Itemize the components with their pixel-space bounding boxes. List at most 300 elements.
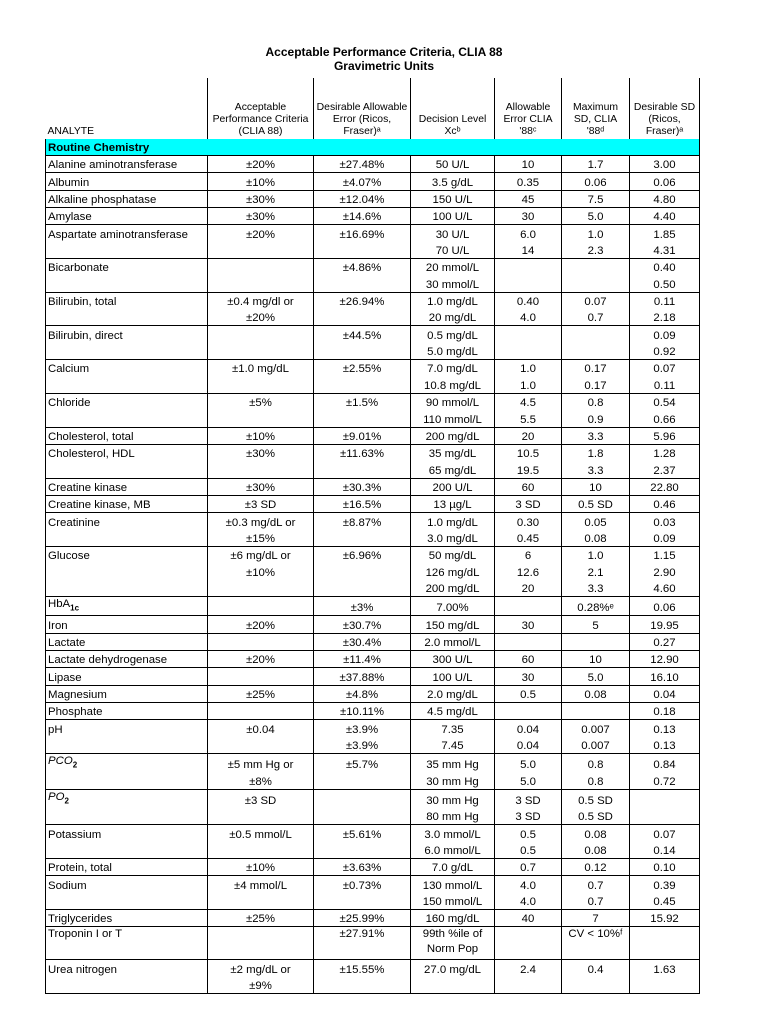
table-row [46,444,700,461]
allow-cell [495,927,562,960]
criteria-cell [208,242,314,259]
error-cell: ±26.94% [314,292,411,309]
error-cell [314,242,411,259]
dsd-cell: 19.95 [630,616,700,633]
allow-cell: 0.5 [495,842,562,859]
level-cell: 300 U/L [411,650,495,667]
level-cell: 7.00% [411,596,495,615]
allow-cell: 4.0 [495,893,562,910]
criteria-cell: ±25% [208,685,314,702]
criteria-cell [208,702,314,719]
allow-cell: 4.0 [495,876,562,893]
error-cell [314,580,411,597]
maxsd-cell: 0.7 [562,893,630,910]
table-row [46,225,700,242]
level-cell: 65 mg/dL [411,461,495,478]
level-cell: 2.0 mmol/L [411,633,495,650]
error-cell: ±16.69% [314,225,411,242]
maxsd-cell: 3.3 [562,427,630,444]
criteria-cell: ±10% [208,427,314,444]
analyte-cell [46,893,208,910]
analyte-cell: Calcium [46,360,208,377]
dsd-cell: 0.40 [630,259,700,276]
header-allowable-error: Allowable Error CLIA '88ᶜ [495,78,562,139]
level-cell: 7.45 [411,737,495,754]
analyte-cell [46,242,208,259]
table-row [46,633,700,650]
allow-cell: 5.5 [495,410,562,427]
analyte-cell: Chloride [46,393,208,410]
allow-cell [495,633,562,650]
section-routine-chemistry: Routine Chemistry [46,139,700,156]
table-row [46,563,700,579]
level-cell: 13 µg/L [411,495,495,512]
allow-cell: 3 SD [495,495,562,512]
criteria-cell: ±30% [208,208,314,225]
maxsd-cell: 10 [562,650,630,667]
dsd-cell [630,927,700,960]
maxsd-cell: 7 [562,909,630,926]
criteria-cell: ±20% [208,616,314,633]
maxsd-cell: 0.5 SD [562,495,630,512]
header-decision-level: Decision Level Xcᵇ [411,78,495,139]
analyte-cell: Lactate [46,633,208,650]
criteria-cell [208,326,314,343]
dsd-cell: 0.09 [630,530,700,547]
level-cell: 30 mm Hg [411,772,495,789]
allow-cell: 4.5 [495,393,562,410]
error-cell: ±4.8% [314,685,411,702]
dsd-cell: 0.66 [630,410,700,427]
level-cell: 30 U/L [411,225,495,242]
maxsd-cell: 5.0 [562,208,630,225]
analyte-subscript: 2 [64,795,69,805]
allow-cell: 3 SD [495,808,562,825]
error-cell: ±16.5% [314,495,411,512]
allow-cell: 3 SD [495,789,562,808]
allow-cell: 2.4 [495,960,562,977]
dsd-cell: 1.15 [630,546,700,563]
analyte-cell: Alanine aminotransferase [46,156,208,173]
table-row [46,580,700,597]
header-analyte: ANALYTE [47,126,95,137]
level-cell: 20 mg/dL [411,309,495,326]
table-row [46,909,700,926]
level-cell: 150 mg/dL [411,616,495,633]
criteria-cell [208,737,314,754]
analyte-cell [46,596,208,615]
level-cell: 50 U/L [411,156,495,173]
dsd-cell: 0.84 [630,753,700,772]
maxsd-cell [562,343,630,360]
analyte-cell: Creatine kinase, MB [46,495,208,512]
level-cell: 6.0 mmol/L [411,842,495,859]
dsd-cell: 0.27 [630,633,700,650]
error-cell [314,343,411,360]
maxsd-cell: 0.8 [562,393,630,410]
allow-cell: 14 [495,242,562,259]
maxsd-cell: 0.05 [562,513,630,530]
maxsd-cell: 1.7 [562,156,630,173]
level-cell: 110 mmol/L [411,410,495,427]
analyte-cell: Triglycerides [46,909,208,926]
table-row [46,960,700,977]
level-cell: 1.0 mg/dL [411,513,495,530]
analyte-cell [46,461,208,478]
criteria-cell [208,893,314,910]
analyte-cell: Aspartate aminotransferase [46,225,208,242]
table-row [46,546,700,563]
maxsd-cell: 0.8 [562,753,630,772]
dsd-cell: 16.10 [630,668,700,685]
level-cell: 3.0 mmol/L [411,825,495,842]
maxsd-cell: 0.12 [562,858,630,875]
table-row [46,156,700,173]
table-row [46,410,700,427]
error-cell: ±3.9% [314,737,411,754]
level-cell: 99th %ile of Norm Pop [411,927,495,960]
error-cell: ±44.5% [314,326,411,343]
level-cell: 200 U/L [411,478,495,495]
error-cell: ±10.11% [314,702,411,719]
allow-cell: 0.04 [495,737,562,754]
table-row [46,668,700,685]
allow-cell: 30 [495,668,562,685]
table-row [46,478,700,495]
header-desirable-error: Desirable Allowable Error (Ricos, Fraser)ᵃ [314,78,411,139]
criteria-cell: ±9% [208,977,314,994]
dsd-cell [630,808,700,825]
criteria-cell [208,668,314,685]
allow-cell: 30 [495,208,562,225]
analyte-name: HbA [48,597,71,610]
level-cell: 20 mmol/L [411,259,495,276]
allow-cell [495,702,562,719]
table-row [46,720,700,737]
dsd-cell: 2.18 [630,309,700,326]
analyte-subscript: 2 [72,760,78,770]
criteria-cell: ±15% [208,530,314,547]
table-row [46,702,700,719]
maxsd-cell: 0.5 SD [562,808,630,825]
level-cell: 4.5 mg/dL [411,702,495,719]
allow-cell: 6.0 [495,225,562,242]
level-cell: 30 mm Hg [411,789,495,808]
level-cell: 160 mg/dL [411,909,495,926]
maxsd-cell: 0.8 [562,772,630,789]
allow-cell: 19.5 [495,461,562,478]
maxsd-cell: 0.08 [562,685,630,702]
criteria-cell: ±3 SD [208,789,314,808]
analyte-cell [46,563,208,579]
table-row [46,808,700,825]
error-cell [314,808,411,825]
error-cell: ±1.5% [314,393,411,410]
dsd-cell: 22.80 [630,478,700,495]
dsd-cell: 12.90 [630,650,700,667]
dsd-cell: 1.85 [630,225,700,242]
error-cell: ±3.9% [314,720,411,737]
error-cell [314,275,411,292]
dsd-cell: 0.11 [630,292,700,309]
maxsd-cell [562,633,630,650]
table-row [46,789,700,808]
maxsd-cell: 5 [562,616,630,633]
analyte-cell [46,789,208,808]
criteria-cell [208,580,314,597]
allow-cell: 0.04 [495,720,562,737]
table-row [46,360,700,377]
analyte-cell: Bilirubin, direct [46,326,208,343]
criteria-cell: ±1.0 mg/dL [208,360,314,377]
maxsd-cell: 0.4 [562,960,630,977]
dsd-cell [630,977,700,994]
allow-cell: 20 [495,580,562,597]
table-row [46,309,700,326]
maxsd-cell: 1.0 [562,225,630,242]
analyte-cell: Amylase [46,208,208,225]
allow-cell [495,275,562,292]
allow-cell: 12.6 [495,563,562,579]
table-row [46,927,700,960]
error-cell: ±3.63% [314,858,411,875]
analyte-cell: Potassium [46,825,208,842]
dsd-cell: 0.03 [630,513,700,530]
error-cell: ±12.04% [314,190,411,207]
error-cell: ±27.48% [314,156,411,173]
analyte-cell [46,772,208,789]
maxsd-cell: 0.17 [562,360,630,377]
dsd-cell: 0.18 [630,702,700,719]
criteria-cell: ±0.04 [208,720,314,737]
criteria-cell: ±5 mm Hg or [208,753,314,772]
allow-cell: 60 [495,478,562,495]
criteria-cell: ±0.5 mmol/L [208,825,314,842]
dsd-cell: 0.07 [630,825,700,842]
allow-cell: 60 [495,650,562,667]
table-row [46,858,700,875]
dsd-cell: 0.13 [630,720,700,737]
analyte-name: PO [48,790,65,803]
table-row [46,772,700,789]
allow-cell: 10.5 [495,444,562,461]
error-cell: ±30.7% [314,616,411,633]
criteria-cell: ±30% [208,190,314,207]
error-cell: ±27.91% [314,927,411,960]
level-cell: 150 U/L [411,190,495,207]
error-cell: ±37.88% [314,668,411,685]
error-cell [314,563,411,579]
level-cell: 90 mmol/L [411,393,495,410]
level-cell: 7.0 g/dL [411,858,495,875]
criteria-cell [208,343,314,360]
maxsd-cell: 0.9 [562,410,630,427]
level-cell: 7.35 [411,720,495,737]
analyte-cell: Creatinine [46,513,208,530]
maxsd-cell [562,259,630,276]
maxsd-cell [562,977,630,994]
allow-cell [495,343,562,360]
error-cell: ±0.73% [314,876,411,893]
dsd-cell: 3.00 [630,156,700,173]
criteria-cell: ±20% [208,156,314,173]
level-cell: 7.0 mg/dL [411,360,495,377]
dsd-cell: 0.45 [630,893,700,910]
maxsd-cell: 0.7 [562,876,630,893]
criteria-cell: ±20% [208,309,314,326]
dsd-cell: 0.46 [630,495,700,512]
table-row [46,208,700,225]
dsd-cell: 0.04 [630,685,700,702]
error-cell [314,410,411,427]
maxsd-cell: 1.0 [562,546,630,563]
level-cell: 3.5 g/dL [411,173,495,190]
criteria-cell: ±20% [208,225,314,242]
criteria-cell: ±30% [208,478,314,495]
criteria-cell: ±10% [208,173,314,190]
analyte-cell [46,530,208,547]
level-cell: 200 mg/dL [411,580,495,597]
maxsd-cell: 0.06 [562,173,630,190]
error-cell: ±3% [314,596,411,615]
criteria-cell: ±0.4 mg/dl or [208,292,314,309]
dsd-cell: 0.14 [630,842,700,859]
dsd-cell: 0.09 [630,326,700,343]
allow-cell [495,259,562,276]
criteria-cell: ±4 mmol/L [208,876,314,893]
level-cell: 150 mmol/L [411,893,495,910]
table-row [46,190,700,207]
allow-cell: 0.5 [495,825,562,842]
table-row [46,753,700,772]
level-cell: 3.0 mg/dL [411,530,495,547]
dsd-cell: 0.06 [630,596,700,615]
level-cell: 126 mg/dL [411,563,495,579]
analyte-cell [46,410,208,427]
error-cell: ±5.7% [314,753,411,772]
maxsd-cell: 7.5 [562,190,630,207]
analyte-cell: Iron [46,616,208,633]
analyte-cell: Troponin I or T [46,927,208,960]
error-cell [314,376,411,393]
level-cell: 10.8 mg/dL [411,376,495,393]
analyte-cell [46,753,208,772]
analyte-cell: Glucose [46,546,208,563]
criteria-cell: ±6 mg/dL or [208,546,314,563]
maxsd-cell: 0.5 SD [562,789,630,808]
analyte-cell [46,309,208,326]
criteria-cell: ±30% [208,444,314,461]
analyte-cell: Magnesium [46,685,208,702]
error-cell: ±4.07% [314,173,411,190]
maxsd-cell: 3.3 [562,580,630,597]
table-row [46,737,700,754]
level-cell: 30 mmol/L [411,275,495,292]
error-cell [314,309,411,326]
dsd-cell: 0.50 [630,275,700,292]
error-cell [314,789,411,808]
maxsd-cell [562,275,630,292]
level-cell: 100 U/L [411,208,495,225]
criteria-cell: ±5% [208,393,314,410]
level-cell: 35 mm Hg [411,753,495,772]
analyte-cell: Cholesterol, HDL [46,444,208,461]
error-cell [314,977,411,994]
criteria-cell: ±2 mg/dL or [208,960,314,977]
maxsd-cell: 0.28%ᵉ [562,596,630,615]
dsd-cell: 0.11 [630,376,700,393]
dsd-cell: 1.28 [630,444,700,461]
table-row [46,596,700,615]
table-row [46,427,700,444]
analyte-cell [46,275,208,292]
dsd-cell: 4.80 [630,190,700,207]
criteria-cell [208,842,314,859]
maxsd-cell: 0.08 [562,842,630,859]
analyte-cell [46,580,208,597]
allow-cell: 1.0 [495,360,562,377]
analyte-cell: Alkaline phosphatase [46,190,208,207]
level-cell: 2.0 mg/dL [411,685,495,702]
level-cell: 100 U/L [411,668,495,685]
table-row [46,343,700,360]
criteria-cell [208,633,314,650]
table-row [46,259,700,276]
dsd-cell [630,789,700,808]
criteria-cell [208,275,314,292]
table-row [46,461,700,478]
analyte-cell [46,808,208,825]
maxsd-cell: 1.8 [562,444,630,461]
analyte-cell: pH [46,720,208,737]
allow-cell: 0.7 [495,858,562,875]
level-cell: 35 mg/dL [411,444,495,461]
criteria-cell [208,596,314,615]
analyte-cell: Lactate dehydrogenase [46,650,208,667]
header-desirable-sd: Desirable SD (Ricos, Fraser)ᵃ [630,78,700,139]
analyte-cell: Urea nitrogen [46,960,208,977]
error-cell [314,893,411,910]
error-cell [314,461,411,478]
maxsd-cell [562,702,630,719]
level-cell: 50 mg/dL [411,546,495,563]
table-row [46,513,700,530]
allow-cell: 0.35 [495,173,562,190]
error-cell: ±14.6% [314,208,411,225]
error-cell: ±5.61% [314,825,411,842]
table-row [46,876,700,893]
table-row [46,292,700,309]
error-cell: ±9.01% [314,427,411,444]
level-cell: 130 mmol/L [411,876,495,893]
maxsd-cell: 0.7 [562,309,630,326]
allow-cell: 0.30 [495,513,562,530]
maxsd-cell: 0.07 [562,292,630,309]
error-cell: ±2.55% [314,360,411,377]
error-cell: ±8.87% [314,513,411,530]
error-cell [314,842,411,859]
dsd-cell: 0.72 [630,772,700,789]
error-cell: ±30.4% [314,633,411,650]
analyte-cell [46,977,208,994]
criteria-cell: ±10% [208,563,314,579]
table-row [46,842,700,859]
criteria-cell: ±0.3 mg/dL or [208,513,314,530]
maxsd-cell: 0.007 [562,720,630,737]
criteria-cell: ±25% [208,909,314,926]
analyte-cell: Sodium [46,876,208,893]
allow-cell: 0.40 [495,292,562,309]
